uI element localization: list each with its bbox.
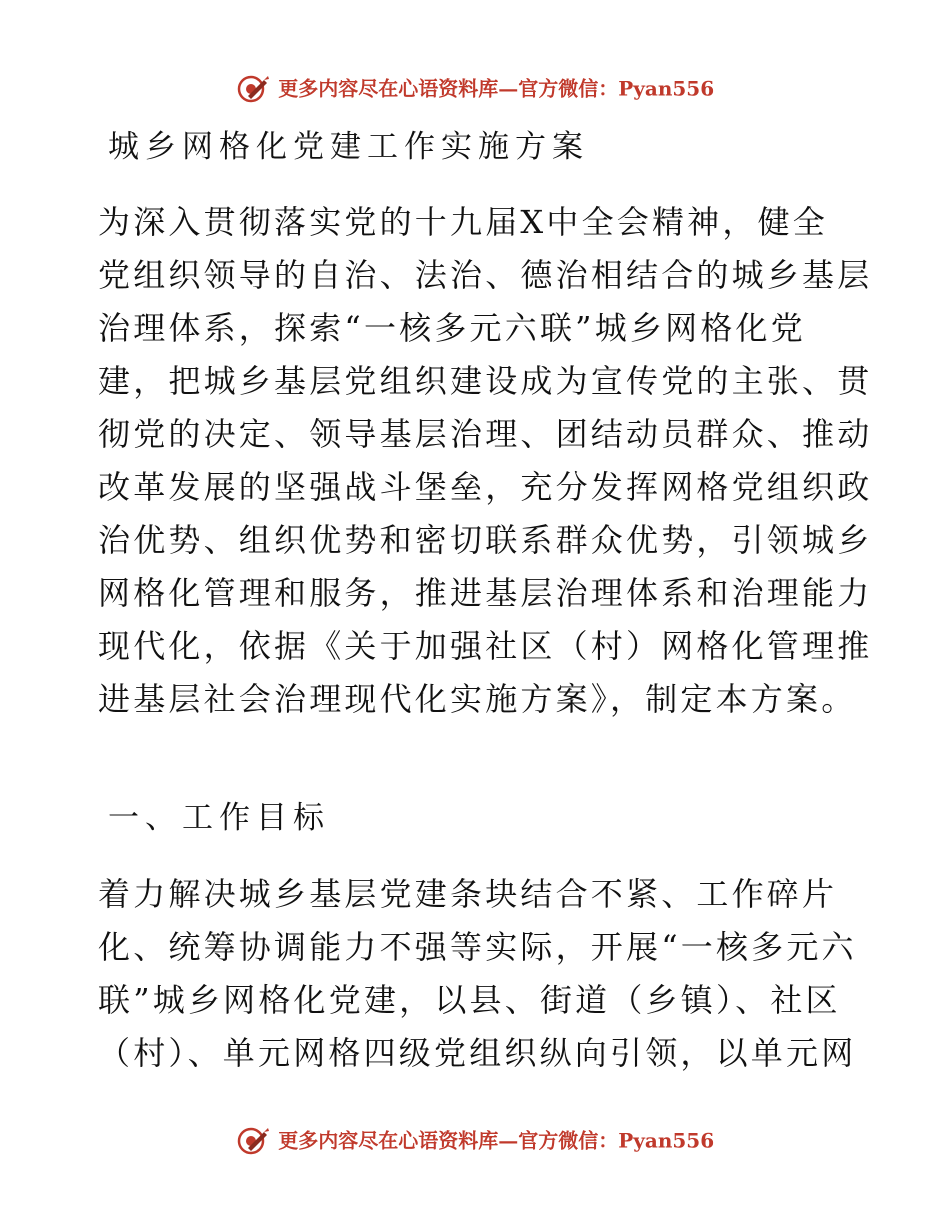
watermark-header <box>0 72 950 104</box>
paragraph-line: 党组织领导的自治、法治、德治相结合的城乡基层 <box>98 256 873 294</box>
paragraph-line: 进基层社会治理现代化实施方案》，制定本方案。 <box>98 680 857 718</box>
paragraph-line: 化、统筹协调能力不强等实际，开展“一核多元六 <box>98 928 857 966</box>
logo-icon <box>236 74 270 104</box>
paragraph-line: 治优势、组织优势和密切联系群众优势，引领城乡 <box>98 521 873 559</box>
paragraph-line: 治理体系，探索“一核多元六联”城乡网格化党 <box>98 309 806 347</box>
section-heading-work-goals: 一、工作目标 <box>108 800 330 836</box>
paragraph-line: 为深入贯彻落实党的十九届X中全会精神，健全 <box>98 203 828 241</box>
document-title: 城乡网格化党建工作实施方案 <box>108 129 589 165</box>
paragraph-line: 彻党的决定、领导基层治理、团结动员群众、推动 <box>98 415 873 453</box>
paragraph-line: 网格化管理和服务，推进基层治理体系和治理能力 <box>98 574 873 612</box>
paragraph-line: （村）、单元网格四级党组织纵向引领，以单元网 <box>98 1034 857 1072</box>
logo-icon <box>236 1126 270 1156</box>
watermark-footer <box>0 1124 950 1156</box>
paragraph-line: 建，把城乡基层党组织建设成为宣传党的主张、贯 <box>98 362 873 400</box>
watermark-text: 更多内容尽在心语资料库—官方微信：Pyan556 <box>278 76 715 101</box>
paragraph-line: 现代化，依据《关于加强社区（村）网格化管理推 <box>98 627 873 665</box>
paragraph-line: 着力解决城乡基层党建条块结合不紧、工作碎片 <box>98 875 838 913</box>
paragraph-line: 联”城乡网格化党建，以县、街道（乡镇）、社区 <box>98 981 841 1019</box>
intro-paragraph <box>98 196 873 726</box>
goals-paragraph <box>98 868 858 1080</box>
watermark-text: 更多内容尽在心语资料库—官方微信：Pyan556 <box>278 1128 715 1153</box>
paragraph-line: 改革发展的坚强战斗堡垒，充分发挥网格党组织政 <box>98 468 873 506</box>
